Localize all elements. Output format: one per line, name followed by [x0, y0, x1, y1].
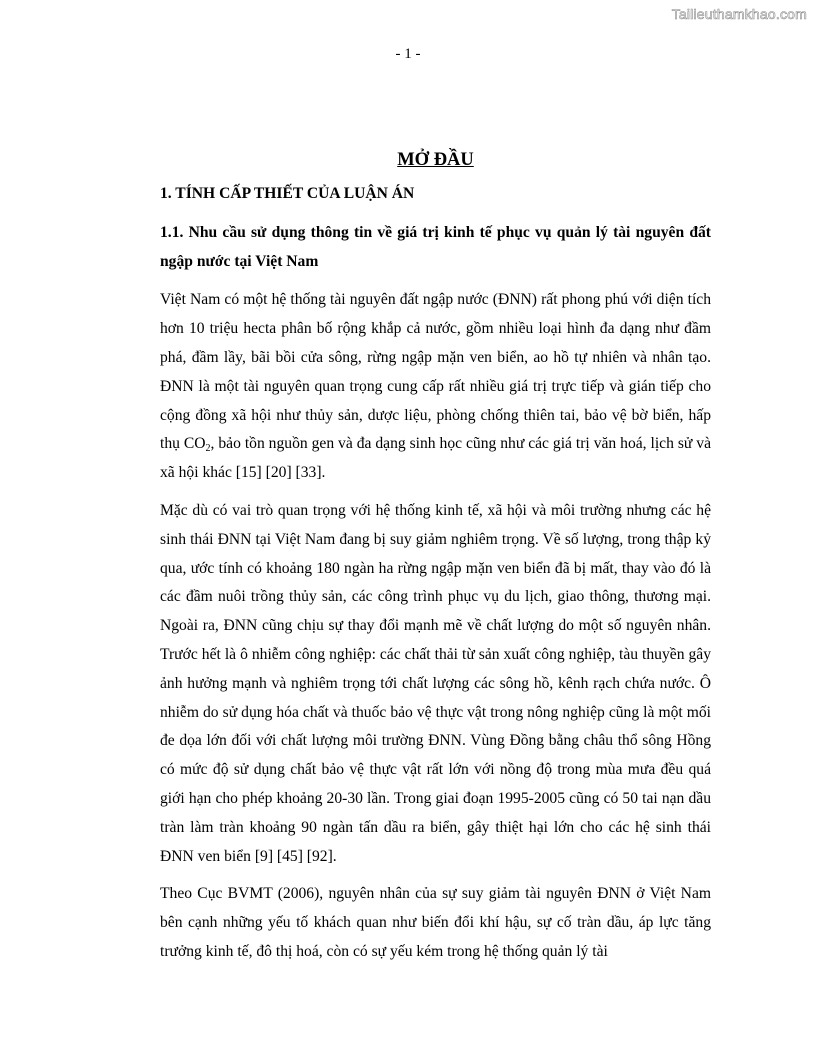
document-title: MỞ ĐẦU — [397, 150, 474, 170]
paragraph-3: Theo Cục BVMT (2006), nguyên nhân của sự suy giảm tài nguyên ĐNN ở Việt Nam bên cạnh những yếu tố khách quan như biến đổi khí hậu, sự cố tràn dầu, áp lực tăng trưởng kinh tế, đô thị hoá, còn có sự yếu kém trong hệ thống quản lý tài — [160, 885, 711, 960]
page-number: - 1 - — [395, 46, 421, 62]
paragraph-1 — [160, 286, 711, 488]
document-body — [160, 144, 711, 976]
subsection-heading: 1.1. Nhu cầu sử dụng thông tin về giá trị kinh tế phục vụ quản lý tài nguyên đất ngập nước tại Việt Nam — [160, 223, 711, 270]
section-heading: 1. TÍNH CẤP THIẾT CỦA LUẬN ÁN — [160, 185, 415, 202]
paragraph-1-text: Việt Nam có một hệ thống tài nguyên đất ngập nước (ĐNN) rất phong phú với diện tích hơn 10 triệu hecta phân bố rộng khắp cả nước, gồm nhiều loại hình đa dạng như đầm phá, đầm lầy, bãi bồi cửa sông, rừng ngập mặn ven biển, ao hồ tự nhiên và nhân tạo. ĐNN là một tài nguyên quan trọng cung cấp rất nhiều giá trị trực tiếp và gián tiếp cho cộng đồng xã hội như thủy sản, dược liệu, phòng chống thiên tai, bảo vệ bờ biển, hấp thụ CO — [160, 291, 711, 453]
watermark: Tailieuthamkhao.com — [671, 6, 807, 22]
paragraph-1-text-continued: , bảo tồn nguồn gen và đa dạng sinh học cũng như các giá trị văn hoá, lịch sử và xã hội khác [15] [20] [33]. — [160, 435, 711, 482]
co2-subscript: 2 — [205, 443, 211, 455]
paragraph-2: Mặc dù có vai trò quan trọng với hệ thống kinh tế, xã hội và môi trường nhưng các hệ sinh thái ĐNN tại Việt Nam đang bị suy giảm nghiêm trọng. Về số lượng, trong thập kỷ qua, ước tính có khoảng 180 ngàn ha rừng ngập mặn ven biển đã bị mất, thay vào đó là các đầm nuôi trồng thủy sản, các công trình phục vụ du lịch, giao thông, thương mại. Ngoài ra, ĐNN cũng chịu sự thay đổi mạnh mẽ về chất lượng do một số nguyên nhân. Trước hết là ô nhiễm công nghiệp: các chất thải từ sản xuất công nghiệp, tàu thuyền gây ảnh hưởng mạnh và nghiêm trọng tới chất lượng các sông hồ, kênh rạch chứa nước. Ô nhiễm do sử dụng hóa chất và thuốc bảo vệ thực vật trong nông nghiệp cũng là một mối đe dọa lớn đối với chất lượng môi trường ĐNN. Vùng Đồng bằng châu thổ sông Hồng có mức độ sử dụng chất bảo vệ thực vật rất lớn với nồng độ trong mùa mưa đều quá giới hạn cho phép khoảng 20-30 lần. Trong giai đoạn 1995-2005 cũng có 50 tai nạn dầu tràn làm tràn khoảng 90 ngàn tấn dầu ra biển, gây thiệt hại lớn cho các hệ sinh thái ĐNN ven biển [9] [45] [92]. — [160, 501, 711, 865]
